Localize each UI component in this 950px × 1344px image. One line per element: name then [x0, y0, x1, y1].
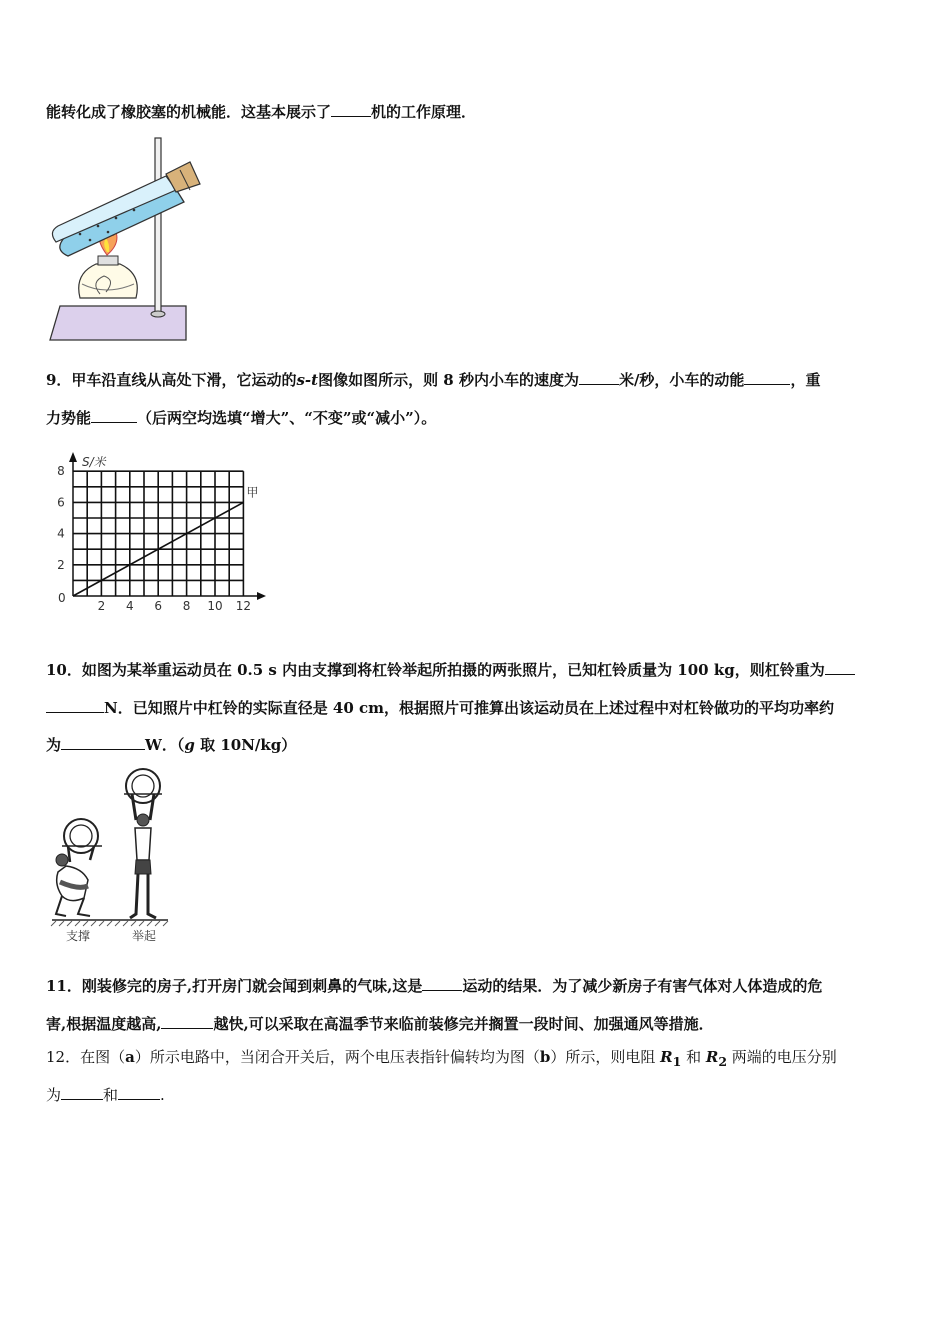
- q10-text-d: W．（: [145, 736, 185, 754]
- q12-blank-u1[interactable]: [61, 1085, 103, 1100]
- q12-text-b: ）所示电路中，当闭合开关后，两个电压表指针偏转均为图（: [134, 1048, 540, 1066]
- q12-blank-u2[interactable]: [118, 1085, 160, 1100]
- q12-resistor-r2: R: [705, 1048, 719, 1066]
- q9-blank-kinetic[interactable]: [744, 370, 790, 385]
- y-axis-arrow: [69, 452, 77, 462]
- q12-text-h: .: [160, 1086, 165, 1104]
- q10-blank-weight-b[interactable]: [46, 698, 104, 713]
- q10-blank-weight-a[interactable]: [825, 660, 855, 675]
- y-axis-label: S/米: [82, 455, 106, 469]
- q9-line-2: [46, 408, 904, 428]
- q8-text-a: 能转化成了橡胶塞的机械能．这基本展示了: [46, 103, 332, 121]
- q12-text-g: 和: [103, 1086, 119, 1104]
- q9-blank-potential[interactable]: [91, 408, 137, 423]
- q12-text-a: 12．在图（: [46, 1048, 126, 1066]
- q10-variable-g: g: [184, 736, 195, 754]
- q9-text-a: 9．甲车沿直线从高处下滑，它运动的: [46, 371, 297, 389]
- q12-text-d: 和: [681, 1048, 706, 1066]
- q10-line-1: [46, 660, 904, 680]
- q12-resistor-r2-sub: 2: [718, 1054, 728, 1069]
- q8-text-b: 机的工作原理．: [371, 103, 477, 121]
- q10-text-a: 10．如图为某举重运动员在 0.5 s 内由支撑到将杠铃举起所拍摄的两张照片，已知杠铃质量为 100 kg，则杠铃重为: [46, 661, 825, 679]
- q10-text-e: 取 10N/kg）: [194, 736, 297, 754]
- y-tick-label: 4: [57, 526, 65, 541]
- q11-line-2: [46, 1014, 904, 1034]
- q9-text-c: 米/秒，小车的动能: [618, 371, 745, 389]
- x-tick-label: 10: [207, 599, 223, 613]
- series-label-jia: 甲: [246, 485, 259, 500]
- q10-text-b: N．已知照片中杠铃的实际直径是 40 cm，根据照片可推算出该运动员在上述过程中对杠铃做功的平均功率约: [104, 699, 835, 717]
- x-axis-arrow: [257, 592, 266, 600]
- q10-line-3: [46, 735, 904, 755]
- q8-blank[interactable]: [331, 102, 371, 117]
- x-tick-label: 2: [97, 599, 106, 613]
- x-tick-label: 8: [182, 599, 191, 613]
- weightlifter-figure: [48, 764, 178, 946]
- q12-text-f: 为: [46, 1086, 62, 1104]
- q10-text-c: 为: [46, 736, 62, 754]
- q12-resistor-r1: R: [660, 1048, 673, 1066]
- q9-text-b: 图像如图所示，则 8 秒内小车的速度为: [318, 371, 579, 389]
- q9-variable-st: s-t: [296, 371, 319, 389]
- chart-axes: [69, 452, 266, 600]
- q12-resistor-r1-sub: 1: [672, 1054, 682, 1069]
- q9-line-1: [46, 370, 904, 390]
- q11-blank-temperature[interactable]: [161, 1014, 213, 1029]
- q10-line-2: [46, 698, 904, 718]
- label-lifted: 举起: [132, 929, 157, 943]
- q9-text-e: 力势能: [46, 409, 92, 427]
- q11-text-a: 11．刚装修完的房子,打开房门就会闻到刺鼻的气味,这是: [46, 977, 423, 995]
- chart-grid: [73, 471, 243, 596]
- q11-blank-motion[interactable]: [422, 976, 462, 991]
- x-tick-label: 12: [235, 599, 252, 613]
- q11-text-b: 运动的结果．为了减少新房子有害气体对人体造成的危: [462, 977, 823, 995]
- q11-text-c: 害,根据温度越高,: [46, 1015, 162, 1033]
- test-tube-apparatus-figure: [44, 134, 204, 344]
- q9-blank-speed[interactable]: [579, 370, 619, 385]
- q12-fig-b: b: [539, 1048, 551, 1066]
- q12-text-e: 两端的电压分别: [727, 1048, 837, 1066]
- q9-text-f: （后两空均选填“增大”、“不变”或“减小”）。: [137, 409, 437, 427]
- q11-line-1: [46, 976, 904, 996]
- st-graph-chart: [44, 448, 274, 620]
- q10-blank-power[interactable]: [61, 735, 145, 750]
- q12-line-2: [46, 1085, 904, 1105]
- q12-fig-a: a: [125, 1048, 135, 1066]
- y-tick-label: 2: [57, 557, 65, 572]
- x-tick-label: 6: [154, 599, 163, 613]
- q11-text-d: 越快,可以采取在高温季节来临前装修完并搁置一段时间、加强通风等措施．: [213, 1015, 714, 1033]
- label-support: 支撑: [66, 929, 91, 943]
- y-tick-label: 6: [57, 495, 65, 510]
- x-tick-label: 4: [125, 599, 134, 613]
- q9-text-d: ，重: [790, 371, 821, 389]
- y-tick-label: 8: [57, 464, 65, 479]
- q8-text: [46, 102, 904, 122]
- q12-text-c: ）所示，则电阻: [550, 1048, 661, 1066]
- q12-line-1: [46, 1047, 904, 1072]
- origin-label: 0: [58, 591, 66, 605]
